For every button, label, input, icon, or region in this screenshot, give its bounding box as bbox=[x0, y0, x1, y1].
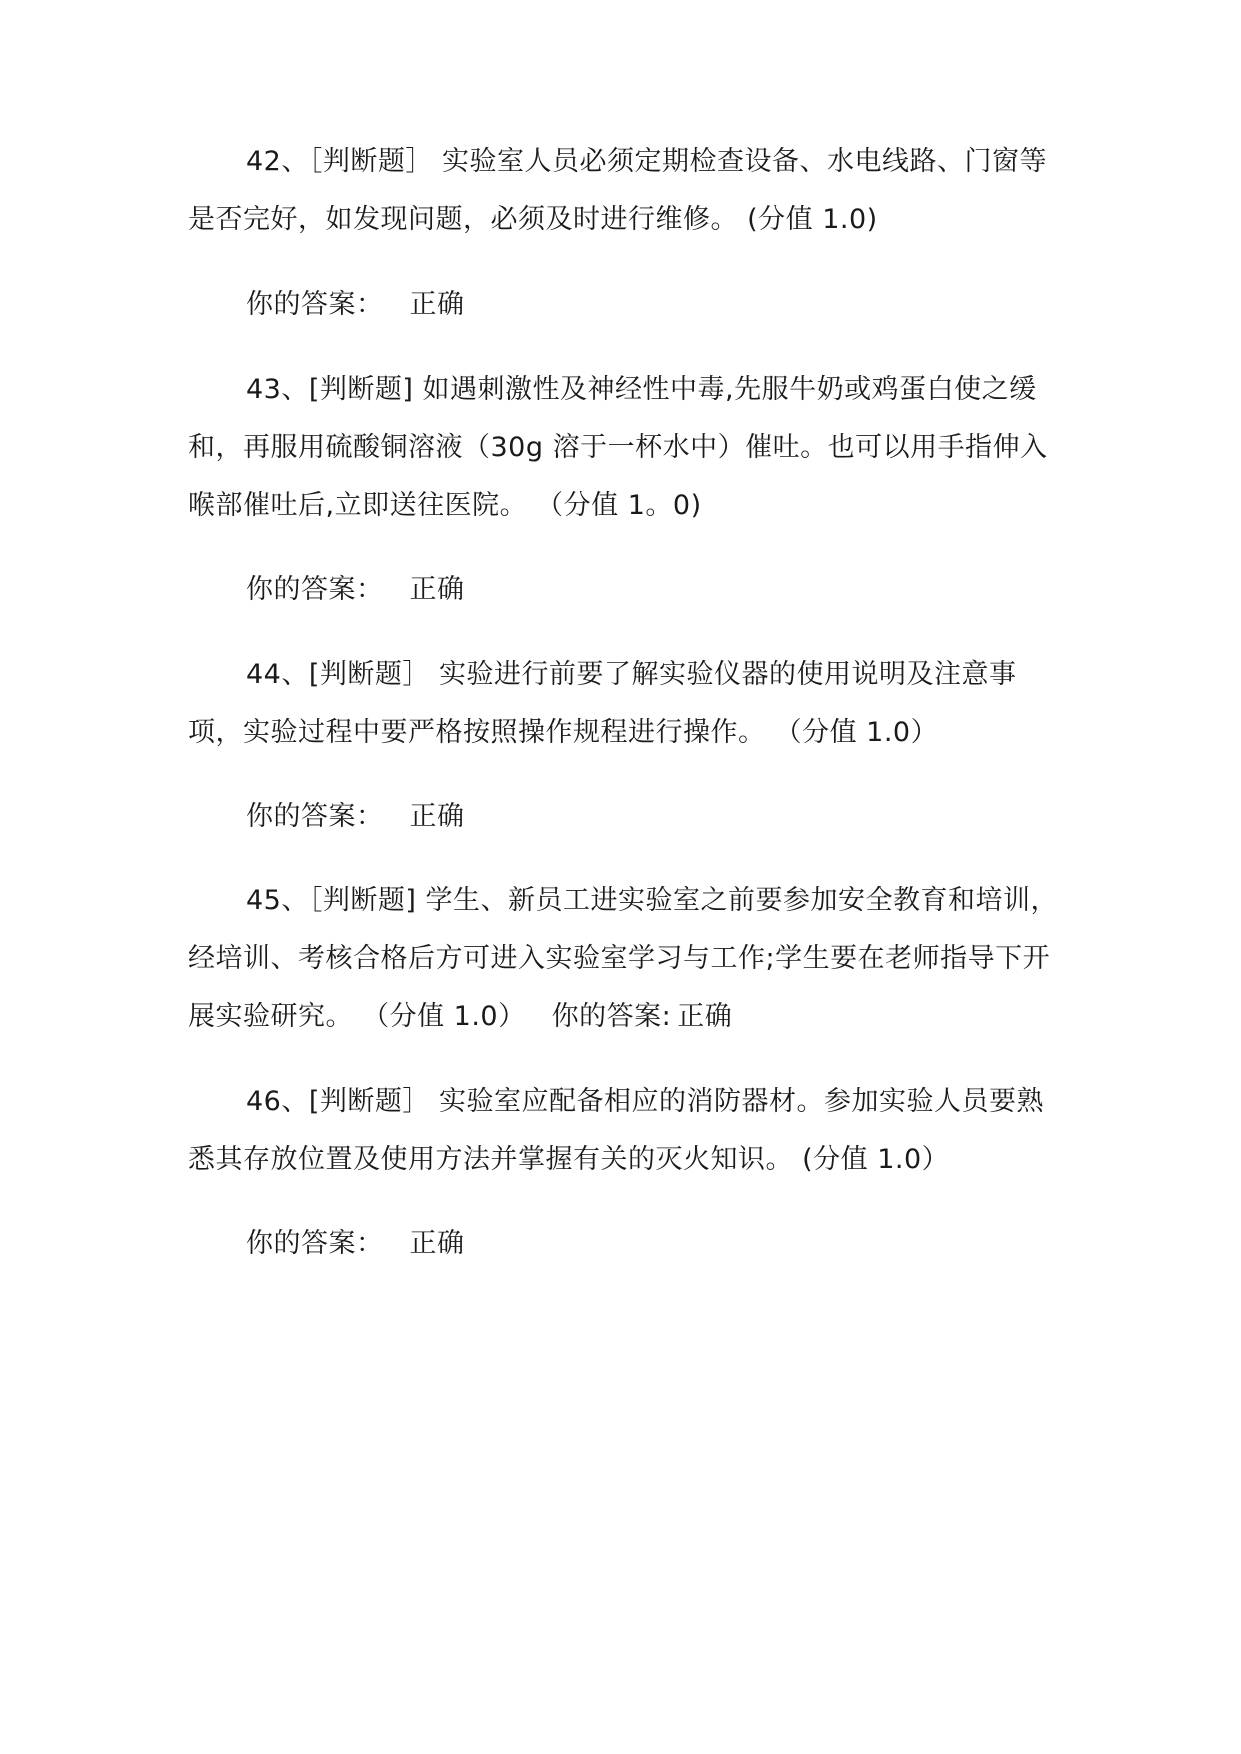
question-43-answer bbox=[246, 561, 465, 619]
answer-label: 你的答案： bbox=[246, 1228, 384, 1259]
answer-label: 你的答案： bbox=[246, 801, 384, 832]
question-46-text: 46、[判断题］ 实验室应配备相应的消防器材。参加实验人员要熟悉其存放位置及使用方法并掌握有关的灭火知识。 (分值 1.0） bbox=[188, 1086, 1044, 1175]
question-42-answer bbox=[246, 276, 465, 334]
answer-label: 你的答案: bbox=[551, 1001, 672, 1032]
question-46-answer bbox=[246, 1215, 465, 1273]
question-42-text: 42、［判断题］ 实验室人员必须定期检查设备、水电线路、门窗等是否完好，如发现问题，必须及时进行维修。 (分值 1.0) bbox=[188, 146, 1047, 235]
answer-value: 正确 bbox=[409, 574, 465, 605]
question-45-text bbox=[188, 872, 1068, 1046]
question-43-text: 43、[判断题] 如遇刺激性及神经性中毒,先服牛奶或鸡蛋白使之缓和，再服用硫酸铜溶液（30g 溶于一杯水中）催吐。也可以用手指伸入喉部催吐后,立即送往医院。 （分值 1。0) bbox=[188, 374, 1048, 521]
answer-value: 正确 bbox=[409, 801, 465, 832]
answer-label: 你的答案： bbox=[246, 574, 384, 605]
answer-value: 正确 bbox=[677, 1001, 733, 1032]
question-45-answer bbox=[552, 1001, 733, 1032]
question-44-answer bbox=[246, 788, 465, 846]
answer-label: 你的答案： bbox=[246, 289, 384, 320]
question-44-text: 44、[判断题］ 实验进行前要了解实验仪器的使用说明及注意事项，实验过程中要严格按照操作规程进行操作。 （分值 1.0） bbox=[188, 659, 1017, 748]
question-45-body: 45、［判断题] 学生、新员工进实验室之前要参加安全教育和培训，经培训、考核合格后方可进入实验室学习与工作;学生要在老师指导下开展实验研究。 （分值 1.0） bbox=[188, 885, 1058, 1032]
answer-value: 正确 bbox=[409, 289, 465, 320]
answer-value: 正确 bbox=[409, 1228, 465, 1259]
